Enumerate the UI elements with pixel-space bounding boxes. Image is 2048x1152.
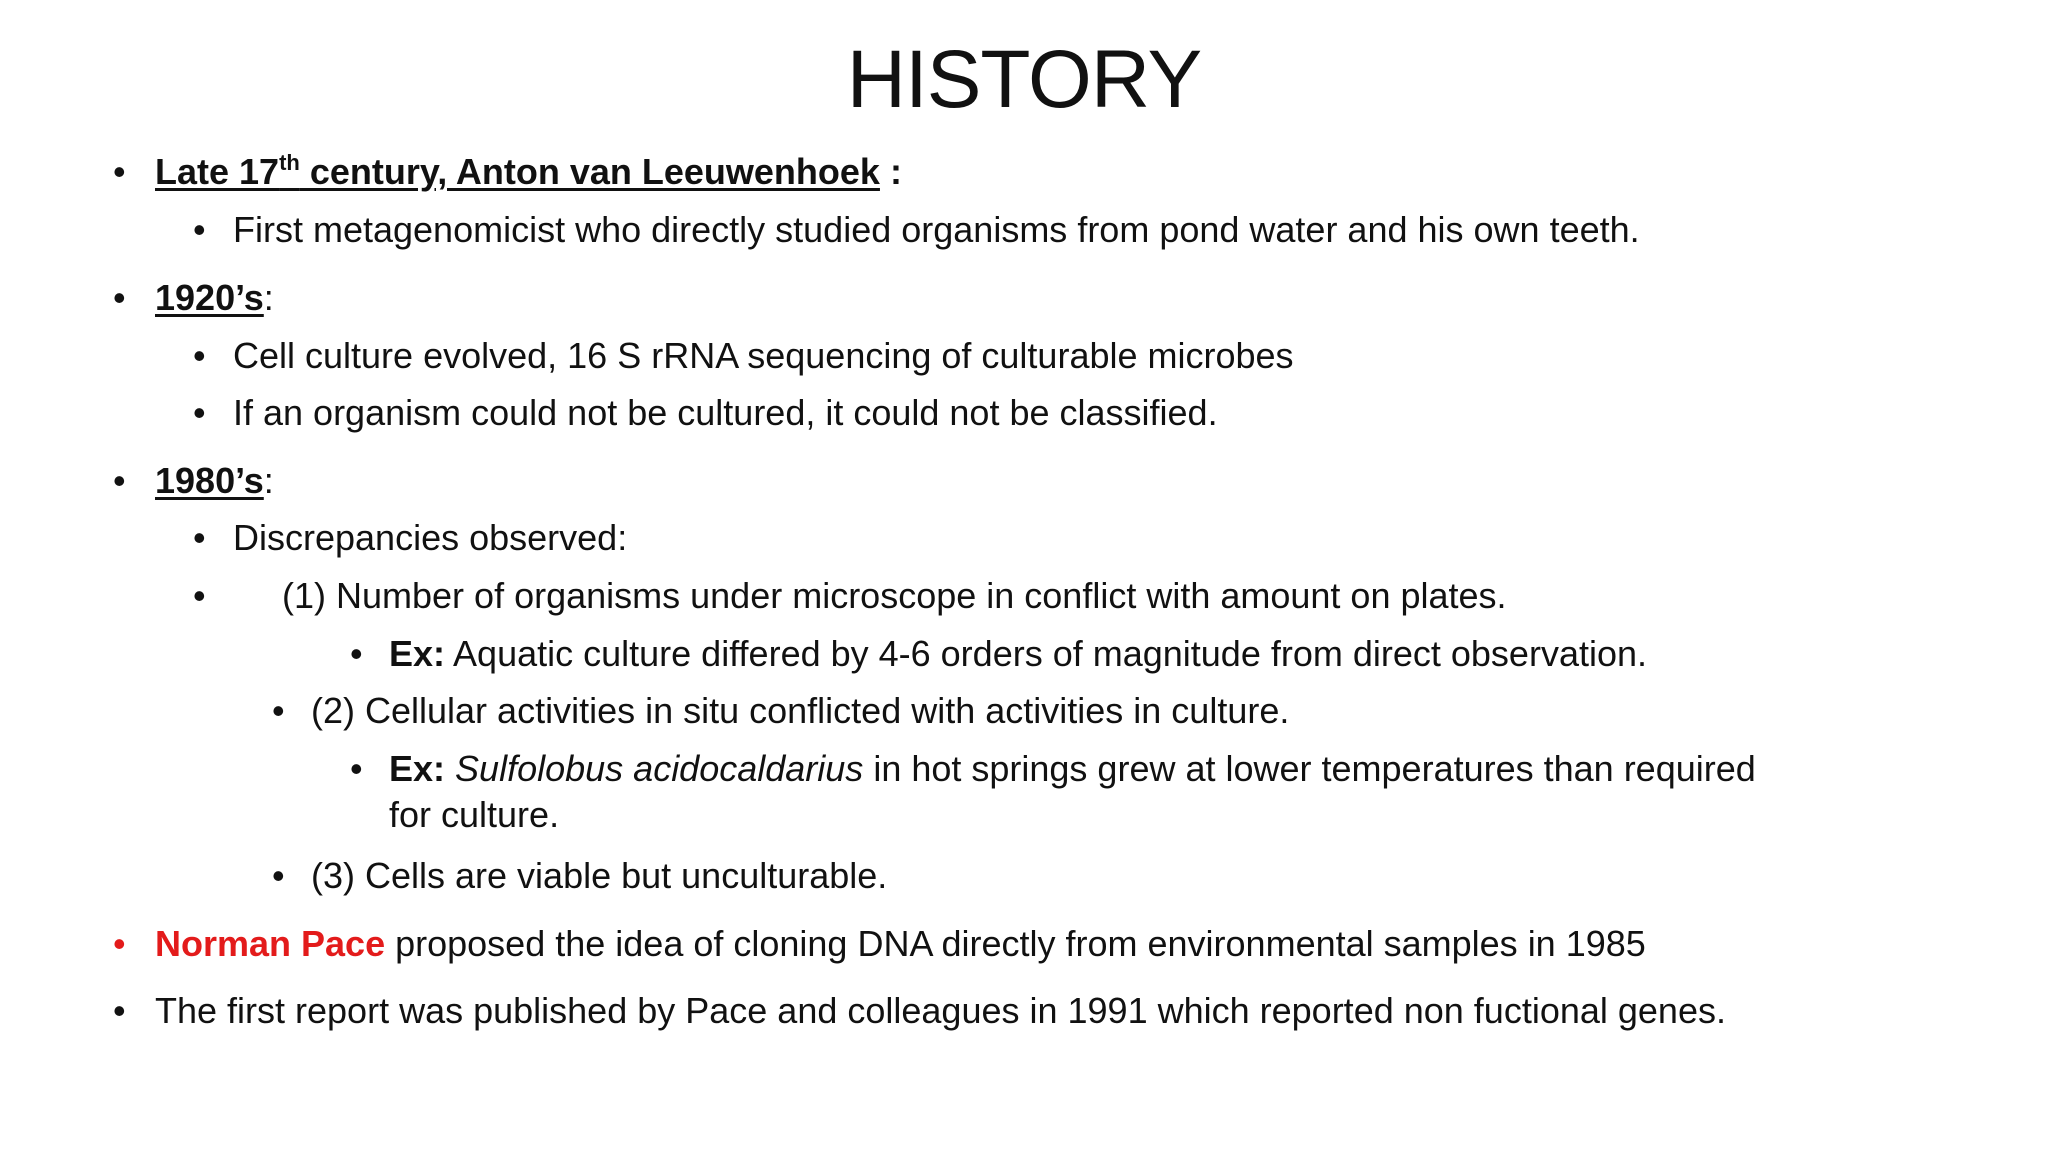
bullet-icon: • (113, 277, 126, 318)
bullet-icon: • (350, 633, 363, 674)
leeuwenhoek-sub1: First metagenomicist who directly studied organisms from pond water and his own teeth. (233, 209, 1640, 250)
eighties-point2: (2) Cellular activities in situ conflicted with activities in culture. (311, 690, 1290, 731)
slide-title: HISTORY (846, 34, 1202, 125)
twenties-sub2: If an organism could not be cultured, it could not be classified. (233, 392, 1218, 433)
bullet-icon: • (193, 392, 206, 433)
eighties-heading: 1980’s (155, 460, 264, 501)
eighties-point1: (1) Number of organisms under microscope in conflict with amount on plates. (282, 575, 1507, 616)
bullet-1920s: 1920’s: (155, 277, 274, 318)
bullet-icon: • (113, 990, 126, 1031)
bullet-icon: • (113, 923, 126, 964)
bullet-leeuwenhoek: Late 17th century, Anton van Leeuwenhoek : (155, 150, 902, 192)
bullet-icon: • (113, 460, 126, 501)
bullet-icon: • (113, 151, 126, 192)
bullet-icon: • (350, 748, 363, 789)
eighties-point2-example: Ex: Sulfolobus acidocaldarius in hot springs grew at lower temperatures than required (389, 748, 1756, 789)
twenties-heading: 1920’s (155, 277, 264, 318)
eighties-point1-example: Ex: Aquatic culture differed by 4-6 orders of magnitude from direct observation. (389, 633, 1648, 674)
bullet-pace: Norman Pace proposed the idea of cloning DNA directly from environmental samples in 1985 (155, 923, 1646, 964)
eighties-point3: (3) Cells are viable but unculturable. (311, 855, 888, 896)
bullet-icon: • (193, 335, 206, 376)
bullet-icon: • (193, 209, 206, 250)
twenties-sub1: Cell culture evolved, 16 S rRNA sequencing of culturable microbes (233, 335, 1294, 376)
leeuwenhoek-heading: Late 17th century, Anton van Leeuwenhoek (155, 150, 880, 192)
eighties-sub1: Discrepancies observed: (233, 517, 628, 558)
bullet-first-report: The first report was published by Pace and colleagues in 1991 which reported non fuctional genes. (155, 990, 1726, 1031)
bullet-icon: • (272, 855, 285, 896)
bullet-icon: • (272, 690, 285, 731)
eighties-point2-example-cont: for culture. (389, 794, 560, 835)
bullet-1980s: 1980’s: (155, 460, 274, 501)
bullet-icon: • (193, 575, 206, 616)
bullet-icon: • (193, 517, 206, 558)
pace-name: Norman Pace (155, 923, 386, 964)
